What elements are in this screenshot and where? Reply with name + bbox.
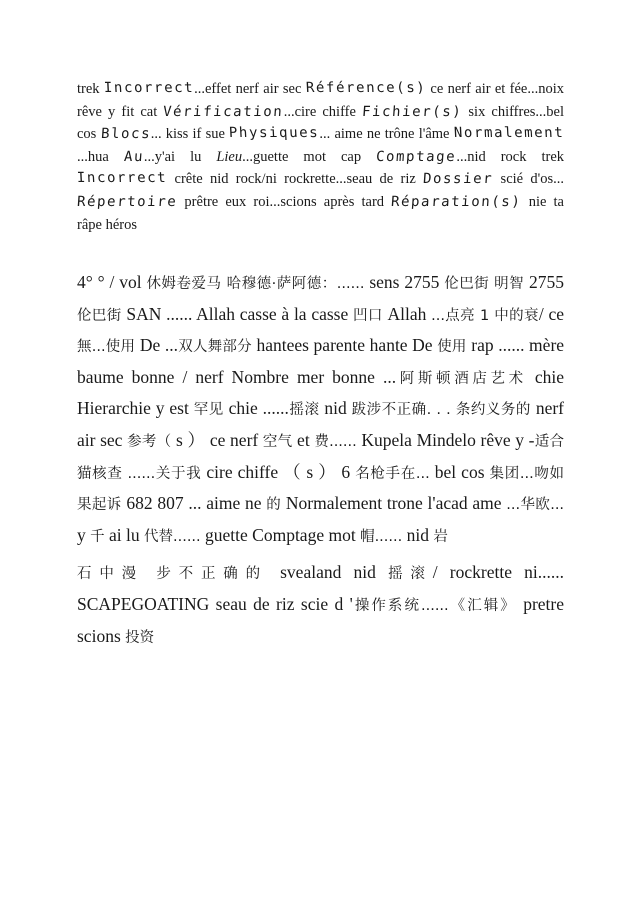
glitch-word: Normalement bbox=[453, 125, 565, 142]
glitch-word: Référence(s) bbox=[305, 80, 427, 96]
glitch-word: Comptage bbox=[375, 148, 457, 165]
cjk-text: 千 bbox=[90, 528, 105, 545]
cjk-text: 伦巴街 bbox=[444, 276, 490, 292]
cjk-text: 果起诉 bbox=[77, 497, 122, 514]
text-run: hantees parente bbox=[251, 335, 366, 356]
text-run: Normalement trone l'acad ame bbox=[281, 493, 502, 514]
text-run: prêtre eux roi...scions bbox=[177, 193, 317, 210]
text-run: s ） ce nerf bbox=[176, 429, 263, 450]
cjk-text: ......关于我 bbox=[127, 465, 202, 482]
text-run: ...hua bbox=[77, 148, 109, 165]
cjk-text: 双人舞部分 bbox=[178, 339, 252, 356]
paragraph-ocr-glitch bbox=[77, 78, 564, 236]
cjk-text: 明智 bbox=[494, 276, 525, 292]
cjk-text: ...点亮 1 中的衰 bbox=[431, 307, 539, 324]
glitch-word: Vérification bbox=[162, 103, 285, 120]
text-run: bel cos bbox=[429, 461, 490, 482]
text-run: De ... bbox=[135, 335, 178, 356]
text-run: 4° ° / vol bbox=[77, 272, 147, 292]
paragraph-mixed-language bbox=[77, 268, 564, 653]
text-run: ... aime ne trône l'âme bbox=[319, 126, 454, 143]
cjk-text: 操作系统......《汇辑》 bbox=[352, 597, 517, 614]
cjk-text: 投资 bbox=[125, 629, 155, 646]
text-run: Kupela Mindelo rêve y - bbox=[356, 429, 535, 450]
cjk-text: 参考（ bbox=[127, 433, 172, 450]
cjk-text: 空气 bbox=[262, 433, 293, 450]
glitch-word: Incorrect bbox=[103, 80, 195, 96]
glitch-word: Incorrect bbox=[76, 170, 168, 187]
text-run: pretre scions bbox=[77, 593, 565, 646]
text-run: scié d'os... bbox=[493, 171, 564, 188]
text-run: crête nid rock/ni rockrette...seau de riz bbox=[167, 171, 416, 188]
cjk-text: 摇滚 bbox=[288, 402, 320, 419]
cjk-text: 代替...... bbox=[144, 528, 201, 545]
cjk-text: 使用 bbox=[437, 339, 467, 356]
text-run: trek bbox=[77, 81, 104, 97]
text-run: ...nid rock trek bbox=[456, 148, 565, 165]
text-run: six chiffres...bel cos bbox=[77, 103, 565, 143]
text-run: ce nerf bbox=[426, 81, 471, 97]
text-run: nerf air sec bbox=[77, 398, 564, 450]
glitch-word: Au bbox=[123, 148, 145, 165]
text-run: SCAPEGOATING seau de riz scie d ' bbox=[77, 593, 353, 614]
italic-word: Lieu bbox=[216, 148, 243, 165]
text-run: 682 807 ... aime ne bbox=[121, 493, 267, 514]
text-run: ...guette mot cap bbox=[242, 148, 377, 165]
text-run: ai lu bbox=[104, 524, 144, 545]
cjk-text: 伦巴街 bbox=[77, 307, 122, 324]
cjk-text: 無...使用 bbox=[77, 339, 136, 356]
text-run: cire chiffe （ s ） 6 bbox=[201, 461, 356, 482]
cjk-text: 费...... bbox=[314, 433, 357, 450]
text-run: guette Comptage mot bbox=[200, 524, 361, 545]
text-run: hante De bbox=[369, 335, 438, 356]
text-run: / rockrette ni...... bbox=[432, 562, 565, 583]
glitch-word: Fichier(s) bbox=[361, 103, 463, 120]
text-run: nid bbox=[402, 524, 434, 545]
glitch-word: Réparation(s) bbox=[390, 193, 523, 210]
text-run: nid bbox=[319, 398, 352, 419]
cjk-text: 阿斯顿酒店艺术 bbox=[396, 370, 527, 387]
text-run: après tard bbox=[323, 193, 392, 210]
cjk-text: 凹口 bbox=[352, 307, 383, 324]
cjk-text: 的 bbox=[266, 497, 282, 514]
text-run: y bbox=[77, 524, 91, 545]
cjk-text: 跋涉不正确. . . 条约义务的 bbox=[351, 402, 531, 419]
text-run: / ce bbox=[538, 303, 564, 324]
cjk-text: 名枪手在... bbox=[355, 465, 430, 482]
text-run: ...... bbox=[262, 398, 289, 419]
text-run: ...y'ai lu bbox=[143, 148, 217, 165]
cjk-text: 休姆卷爱马 哈穆德·萨阿德：...... bbox=[146, 276, 365, 292]
glitch-word: Dossier bbox=[422, 171, 494, 188]
text-run: ...effet nerf air sec bbox=[194, 81, 306, 97]
text-run: mer bonne ... bbox=[296, 366, 397, 387]
cjk-text: 石中漫 步不正确的 bbox=[77, 566, 268, 583]
text-run: sens 2755 bbox=[364, 272, 445, 292]
text-run: Allah bbox=[382, 303, 427, 324]
text-run: chie Hierarchie y est bbox=[77, 366, 564, 419]
cjk-text: 帽...... bbox=[360, 528, 403, 545]
text-run: et bbox=[292, 429, 315, 450]
text-run: ...cire chiffe bbox=[283, 103, 356, 120]
text-run: nie ta râpe héros bbox=[77, 193, 564, 233]
text-run: SAN ...... Allah casse à la casse bbox=[121, 303, 353, 324]
text-run: svealand nid bbox=[267, 562, 389, 583]
cjk-text: ...华欧... bbox=[506, 497, 565, 514]
line-gap bbox=[77, 552, 564, 558]
glitch-word: Physiques bbox=[228, 125, 320, 142]
cjk-text: 岩 bbox=[433, 528, 448, 545]
text-run: 2755 bbox=[524, 272, 565, 292]
text-run: ... kiss if sue bbox=[150, 126, 225, 143]
cjk-text: 集团...吻如 bbox=[489, 465, 565, 482]
cjk-text: 适合猫核查 bbox=[77, 433, 565, 482]
cjk-text: 摇滚 bbox=[388, 566, 433, 583]
text-run: rap ...... mère baume bonne / nerf Nombre bbox=[77, 335, 565, 387]
text-run: air et fée...noix rêve y fit cat bbox=[77, 81, 565, 120]
text-run: chie bbox=[223, 398, 258, 419]
cjk-text: 罕见 bbox=[193, 402, 224, 419]
glitch-word: Répertoire bbox=[76, 193, 178, 210]
glitch-word: Blocs bbox=[99, 126, 152, 143]
